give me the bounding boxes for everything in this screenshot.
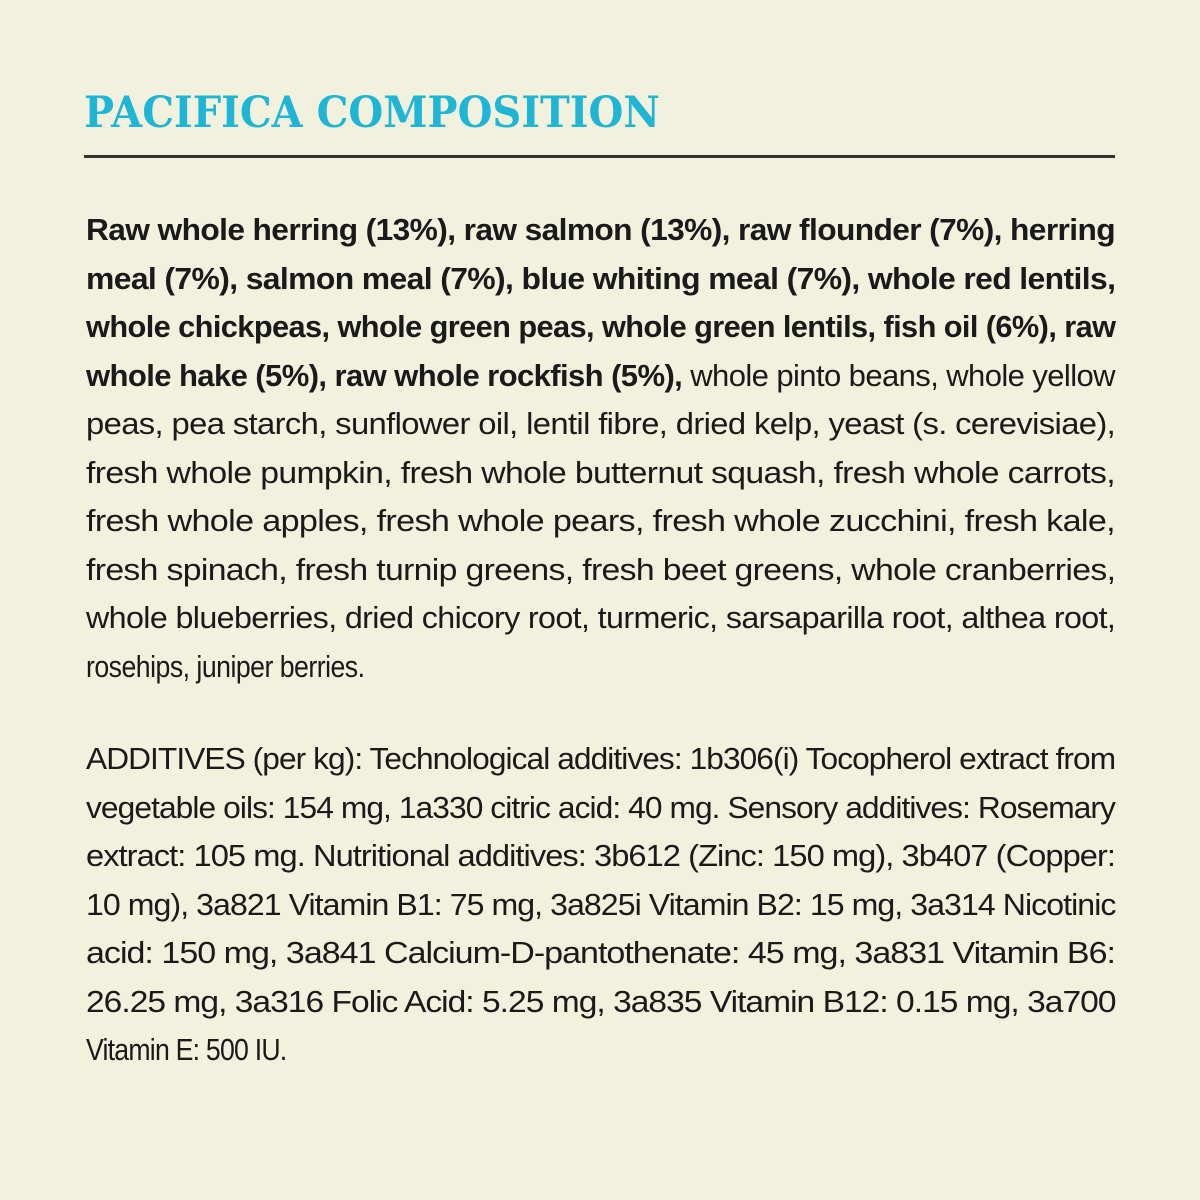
ingredients-line: [86, 645, 365, 694]
ingredients-bold-text: Raw whole herring (13%), raw salmon (13%), raw flounder (7%), herring: [86, 212, 1115, 247]
additives-line: ADDITIVES (per kg): Technological additives: 1b306(i) Tocopherol extract from: [86, 741, 1116, 776]
ingredients-line: [86, 305, 1115, 354]
ingredients-line: [86, 208, 1115, 257]
ingredients-list: [86, 208, 1115, 693]
ingredients-bold-text: meal (7%), salmon meal (7%), blue whiting meal (7%), whole red lentils,: [86, 260, 1116, 296]
page-title: PACIFICA COMPOSITION: [84, 88, 660, 138]
ingredients-line: [86, 257, 1115, 306]
ingredients-text: peas, pea starch, sunflower oil, lentil fibre, dried kelp, yeast (s. cerevisiae),: [86, 406, 1116, 441]
ingredients-bold-text: whole chickpeas, whole green peas, whole green lentils, fish oil (6%), raw: [86, 309, 1116, 344]
ingredients-text: fresh whole pumpkin, fresh whole butternut squash, fresh whole carrots,: [86, 454, 1115, 490]
ingredients-text: rosehips, juniper berries.: [86, 648, 365, 684]
ingredients-text: fresh whole apples, fresh whole pears, fresh whole zucchini, fresh kale,: [86, 503, 1115, 538]
title-divider: [84, 155, 1115, 158]
ingredients-text: fresh spinach, fresh turnip greens, fresh beet greens, whole cranberries,: [86, 551, 1116, 587]
ingredients-line: [86, 596, 1115, 645]
ingredients-line: [86, 451, 1115, 500]
additives-line: 10 mg), 3a821 Vitamin B1: 75 mg, 3a825i Vitamin B2: 15 mg, 3a314 Nicotinic: [86, 886, 1116, 922]
additives-line: Vitamin E: 500 IU.: [86, 1032, 287, 1067]
ingredients-line: [86, 499, 1115, 548]
ingredients-text: whole pinto beans, whole yellow: [682, 357, 1115, 393]
ingredients-bold-text: whole hake (5%), raw whole rockfish (5%),: [86, 357, 683, 393]
additives-line: acid: 150 mg, 3a841 Calcium-D-pantothenate: 45 mg, 3a831 Vitamin B6:: [86, 935, 1115, 970]
additives-line: 26.25 mg, 3a316 Folic Acid: 5.25 mg, 3a835 Vitamin B12: 0.15 mg, 3a700: [86, 983, 1116, 1019]
ingredients-text: whole blueberries, dried chicory root, turmeric, sarsaparilla root, althea root,: [86, 600, 1116, 635]
ingredients-line: [86, 354, 1115, 403]
ingredients-line: [86, 402, 1115, 451]
ingredients-line: [86, 548, 1115, 597]
additives-line: vegetable oils: 154 mg, 1a330 citric acid: 40 mg. Sensory additives: Rosemary: [86, 789, 1115, 825]
additives-line: extract: 105 mg. Nutritional additives: 3b612 (Zinc: 150 mg), 3b407 (Copper:: [86, 838, 1115, 873]
additives-list: [86, 737, 1115, 1077]
